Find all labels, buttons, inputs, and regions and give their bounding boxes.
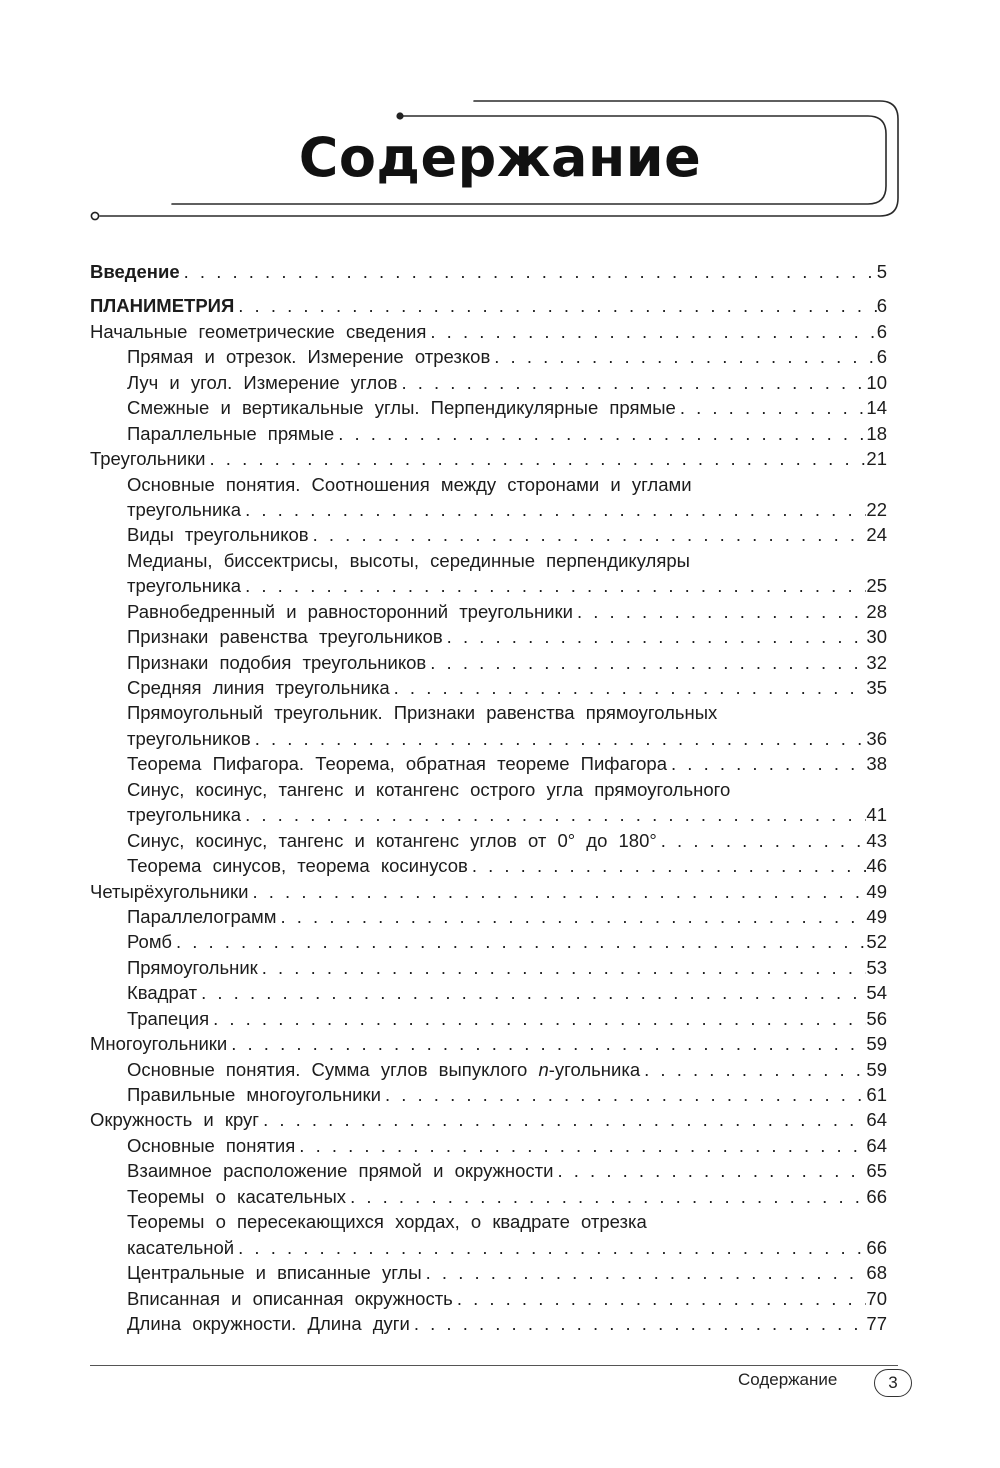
toc-entry	[90, 497, 887, 522]
toc-entry-title: Медианы, биссектрисы, высоты, серединные перпендикуляры	[127, 549, 690, 571]
toc-entry-page: 5	[876, 261, 887, 282]
toc-entry-title: Трапеция	[127, 1007, 210, 1029]
toc-entry	[90, 1209, 887, 1234]
frame-dot-bottom	[91, 212, 98, 219]
dot-leader	[397, 370, 866, 395]
toc-entry	[90, 1107, 887, 1132]
dot-leader	[197, 980, 866, 1005]
toc-entry	[90, 344, 887, 369]
toc-entry-title: Окружность и круг	[90, 1109, 260, 1131]
toc-entry-title: Основные понятия	[127, 1134, 296, 1156]
toc-entry	[90, 1057, 887, 1082]
toc-entry-title: Параллельные прямые	[127, 422, 335, 444]
toc-entry-title: треугольников	[127, 727, 251, 749]
dot-leader	[295, 1133, 866, 1158]
dot-leader	[276, 904, 866, 929]
toc-entry	[90, 904, 887, 929]
toc-entry	[90, 395, 887, 420]
dot-leader	[346, 1184, 866, 1209]
dot-leader	[468, 853, 867, 878]
toc-entry-title: Теорема Пифагора. Теорема, обратная теореме Пифагора	[127, 753, 668, 775]
dot-leader	[390, 675, 867, 700]
toc-entry-title: Многоугольники	[90, 1033, 228, 1055]
toc-entry-title: касательной	[127, 1236, 235, 1258]
toc-entry-title: Теорема синусов, теорема косинусов	[127, 855, 468, 877]
dot-leader	[251, 726, 867, 751]
toc-entry-title: Прямая и отрезок. Измерение отрезков	[127, 346, 491, 368]
toc-entry-title: Прямоугольник	[127, 956, 258, 978]
toc-entry-title: Теоремы о касательных	[127, 1185, 347, 1207]
toc-entry-title: Синус, косинус, тангенс и котангенс острого угла прямоугольного	[127, 778, 731, 800]
toc-entry	[90, 446, 887, 471]
dot-leader	[258, 955, 867, 980]
toc-entry-page: 66	[866, 1236, 887, 1258]
dot-leader	[309, 522, 867, 547]
toc-entry-page: 77	[866, 1312, 887, 1334]
toc-entry	[90, 751, 887, 776]
toc-entry-page: 35	[866, 677, 887, 698]
toc-entry-page: 65	[866, 1160, 887, 1182]
toc-entry-page: 70	[866, 1287, 887, 1309]
toc-entry	[90, 1133, 887, 1158]
toc-entry-page: 61	[866, 1084, 887, 1105]
dot-leader	[676, 395, 867, 420]
toc-entry	[90, 1260, 887, 1285]
toc-entry	[90, 472, 887, 497]
toc-entry-title: Квадрат	[127, 982, 198, 1004]
toc-entry-title: Ромб	[127, 931, 172, 953]
dot-leader	[180, 259, 877, 284]
toc-entry-page: 30	[866, 626, 887, 648]
dot-leader	[227, 1031, 866, 1056]
toc-entry	[90, 980, 887, 1005]
toc-entry-title: Основные понятия. Сумма углов выпуклого n-угольника	[127, 1058, 641, 1080]
toc-entry	[90, 700, 887, 725]
toc-entry	[90, 1082, 887, 1107]
toc-entry	[90, 879, 887, 904]
dot-leader	[553, 1158, 866, 1183]
toc-entry	[90, 624, 887, 649]
toc-entry	[90, 1235, 887, 1260]
toc-entry-page: 43	[866, 829, 887, 851]
toc-entry-page: 49	[866, 880, 887, 902]
toc-entry	[90, 1006, 887, 1031]
dot-leader	[640, 1057, 866, 1082]
dot-leader	[241, 497, 866, 522]
toc-entry-title: Центральные и вписанные углы	[127, 1262, 422, 1284]
toc-entry-title: треугольника	[127, 498, 242, 520]
toc-entry-title: Вписанная и описанная окружность	[127, 1287, 453, 1309]
toc-entry-page: 36	[866, 727, 887, 749]
toc-entry-page: 41	[866, 804, 887, 826]
toc-entry-page: 28	[866, 600, 887, 622]
toc-entry-page: 64	[866, 1109, 887, 1131]
toc-entry-title: Правильные многоугольники	[127, 1084, 381, 1105]
toc-entry-page: 6	[876, 320, 887, 342]
toc-entry-title: Введение	[90, 261, 180, 282]
toc-entry-title: Равнобедренный и равносторонний треугольники	[127, 600, 573, 622]
toc-entry	[90, 293, 887, 318]
toc-entry	[90, 1311, 887, 1336]
toc-entry	[90, 802, 887, 827]
toc-entry	[90, 522, 887, 547]
toc-entry-page: 22	[866, 498, 887, 520]
toc-entry-page: 38	[866, 753, 887, 775]
toc-entry-page: 14	[866, 397, 887, 419]
toc-entry-title: Параллелограмм	[127, 905, 277, 927]
footer-section-label: Содержание	[738, 1370, 838, 1389]
toc-entry-title: треугольника	[127, 575, 242, 597]
toc-entry	[90, 1031, 887, 1056]
toc-entry-title: Прямоугольный треугольник. Признаки равенства прямоугольных	[127, 702, 718, 724]
toc-entry-title: Признаки равенства треугольников	[127, 626, 443, 648]
toc-entry-title: треугольника	[127, 804, 242, 826]
toc-entry-page: 21	[866, 448, 887, 470]
page-title: Содержание	[298, 126, 702, 189]
dot-leader	[249, 879, 867, 904]
toc-entry	[90, 675, 887, 700]
dot-leader	[234, 293, 876, 318]
toc-entry-page: 54	[866, 982, 887, 1004]
toc-entry-page: 59	[866, 1033, 887, 1055]
dot-leader	[490, 344, 876, 369]
toc-entry-page: 64	[866, 1134, 887, 1156]
toc-entry-page: 53	[866, 956, 887, 978]
toc-entry-title: Луч и угол. Измерение углов	[127, 371, 398, 393]
toc-entry-title: Основные понятия. Соотношения между сторонами и углами	[127, 473, 692, 495]
toc-entry-page: 68	[866, 1262, 887, 1284]
page-number-badge: 3	[874, 1369, 912, 1397]
toc-entry-page: 10	[866, 371, 887, 393]
toc-entry-page: 46	[866, 855, 887, 877]
toc-entry	[90, 929, 887, 954]
toc-entry	[90, 573, 887, 598]
toc-entry	[90, 421, 887, 446]
toc-entry	[90, 828, 887, 853]
toc-entry-title: Синус, косинус, тангенс и котангенс углов от 0° до 180°	[127, 829, 657, 851]
toc-entry-page: 6	[876, 295, 887, 317]
toc-entry-page: 25	[866, 575, 887, 597]
toc-entry-page: 24	[866, 524, 887, 546]
toc-entry-page: 32	[866, 651, 887, 673]
dot-leader	[667, 751, 866, 776]
dot-leader	[381, 1082, 866, 1107]
toc-entry-title: ПЛАНИМЕТРИЯ	[90, 295, 235, 317]
dot-leader	[426, 319, 876, 344]
dot-leader	[443, 624, 867, 649]
toc-entry-title: Длина окружности. Длина дуги	[127, 1312, 410, 1334]
dot-leader	[573, 599, 866, 624]
table-of-contents	[90, 259, 887, 1336]
toc-entry-title: Признаки подобия треугольников	[127, 651, 427, 673]
dot-leader	[410, 1311, 867, 1336]
toc-entry	[90, 650, 887, 675]
toc-entry-title: Смежные и вертикальные углы. Перпендикулярные прямые	[127, 397, 676, 419]
dot-leader	[234, 1235, 866, 1260]
dot-leader	[209, 1006, 866, 1031]
toc-entry-title: Треугольники	[90, 448, 206, 470]
toc-entry	[90, 1158, 887, 1183]
toc-entry	[90, 777, 887, 802]
toc-entry-page: 18	[866, 422, 887, 444]
toc-entry	[90, 955, 887, 980]
dot-leader	[334, 421, 866, 446]
toc-entry	[90, 853, 887, 878]
dot-leader	[453, 1286, 867, 1311]
toc-entry	[90, 599, 887, 624]
dot-leader	[206, 446, 867, 471]
toc-entry-page: 59	[866, 1058, 887, 1080]
toc-entry-page: 49	[866, 905, 887, 927]
dot-leader	[426, 650, 866, 675]
toc-entry-page: 6	[876, 346, 887, 368]
dot-leader	[259, 1107, 866, 1132]
dot-leader	[422, 1260, 867, 1285]
dot-leader	[657, 828, 867, 853]
toc-entry-page: 52	[866, 931, 887, 953]
toc-entry-title: Теоремы о пересекающихся хордах, о квадрате отрезка	[127, 1211, 647, 1233]
toc-entry-title: Взаимное расположение прямой и окружности	[127, 1160, 554, 1182]
toc-entry	[90, 319, 887, 344]
dot-leader	[241, 802, 866, 827]
toc-entry-page: 56	[866, 1007, 887, 1029]
toc-entry	[90, 1286, 887, 1311]
toc-entry	[90, 1184, 887, 1209]
toc-entry-title: Четырёхугольники	[90, 880, 249, 902]
toc-entry	[90, 548, 887, 573]
dot-leader	[241, 573, 866, 598]
footer-divider	[90, 1365, 898, 1366]
dot-leader	[172, 929, 866, 954]
toc-entry	[90, 370, 887, 395]
toc-entry-title: Виды треугольников	[127, 524, 309, 546]
toc-entry	[90, 259, 887, 284]
toc-entry	[90, 726, 887, 751]
toc-entry-page: 66	[866, 1185, 887, 1207]
toc-entry-title: Средняя линия треугольника	[127, 677, 390, 698]
toc-entry-title: Начальные геометрические сведения	[90, 320, 427, 342]
